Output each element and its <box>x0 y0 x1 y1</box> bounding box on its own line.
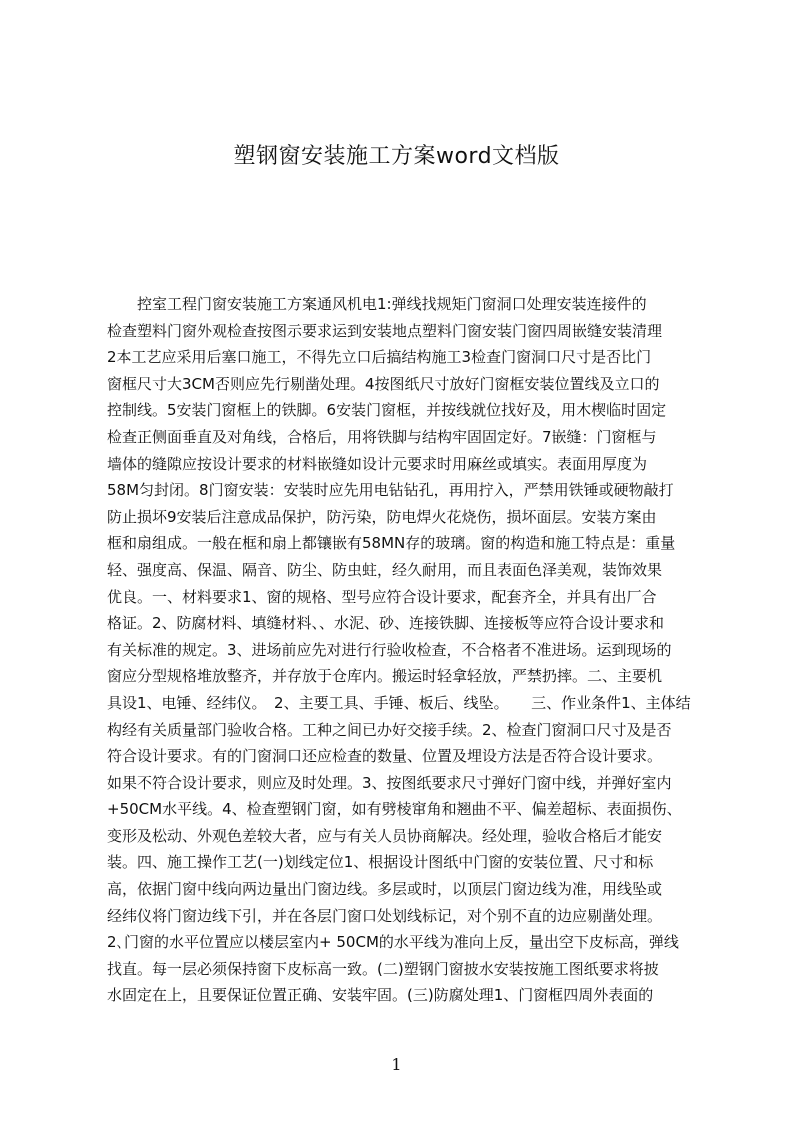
body-text-line: 经纬仪将门窗边线下引，并在各层门窗口处划线标记，对个别不直的边应剔凿处理。 <box>107 906 663 925</box>
body-text-line: 装。四、施工操作工艺(一)划线定位1、根据设计图纸中门窗的安装位置、尺寸和标 <box>107 853 654 872</box>
document-body <box>107 291 697 1033</box>
body-text-line: 墙体的缝隙应按设计要求的材料嵌缝如设计元要求时用麻丝或填实。表面用厚度为 <box>107 454 648 473</box>
body-text-line: 找直。每一层必须保持窗下皮标高一致。(二)塑钢门窗披水安装按施工图纸要求将披 <box>107 959 659 978</box>
body-text-line: 优良。一、材料要求1、窗的规格、型号应符合设计要求，配套齐全，并具有出厂合 <box>107 587 657 606</box>
body-text-line: 有关标准的规定。3、进场前应先对进行行验收检查，不合格者不准进场。运到现场的 <box>107 640 672 659</box>
body-text-line: 窗应分型规格堆放整齐，并存放于仓库内。搬运时轻拿轻放，严禁扔摔。二、主要机 <box>107 667 663 686</box>
document-title: 塑钢窗安装施工方案word文档版 <box>233 144 560 169</box>
body-text-line: 如果不符合设计要求，则应及时处理。3、按图纸要求尺寸弹好门窗中线，并弹好室内 <box>107 773 672 792</box>
body-text-line: 2本工艺应采用后塞口施工，不得先立口后搞结构施工3检查门窗洞口尺寸是否比门 <box>107 348 652 367</box>
body-text-line: 检查塑料门窗外观检查按图示要求运到安装地点塑料门窗安装门窗四周嵌缝安装清理 <box>107 321 663 340</box>
body-text-line: 控室工程门窗安装施工方案通风机电1:弹线找规矩门窗洞口处理安装连接件的 <box>107 295 647 313</box>
body-text-line: 高，依据门窗中线向两边量出门窗边线。多层或时，以顶层门窗边线为准，用线坠或 <box>107 880 663 899</box>
body-text-line: 58M匀封闭。8门窗安装：安装时应先用电钻钻孔，再用拧入，严禁用铁锤或硬物敲打 <box>107 481 674 500</box>
body-text-line: 窗框尺寸大3CM否则应先行剔凿处理。4按图纸尺寸放好门窗框安装位置线及立口的 <box>107 374 660 393</box>
body-text-line: 变形及松动、外观色差较大者，应与有关人员协商解决。经处理，验收合格后才能安 <box>107 826 663 845</box>
body-text-line: 轻、强度高、保温、隔音、防尘、防虫蛀，经久耐用，而且表面色泽美观，装饰效果 <box>107 560 663 579</box>
body-text-line: +50CM水平线。4、检查塑钢门窗，如有劈棱窜角和翘曲不平、偏差超标、表面损伤、 <box>107 800 682 819</box>
body-text-line: 框和扇组成。一般在框和扇上都镶嵌有58MN存的玻璃。窗的构造和施工特点是：重量 <box>107 534 676 553</box>
body-text-line: 控制线。5安装门窗框上的铁脚。6安装门窗框，并按线就位找好及，用木楔临时固定 <box>107 401 667 420</box>
page-number: 1 <box>391 1055 402 1074</box>
body-text-line: 符合设计要求。有的门窗洞口还应检查的数量、位置及埋设方法是否符合设计要求。 <box>107 747 663 766</box>
body-text-line: 水固定在上，且要保证位置正确、安装牢固。(三)防腐处理1、门窗框四周外表面的 <box>107 986 654 1005</box>
body-text-line: 检查正侧面垂直及对角线，合格后，用将铁脚与结构牢固固定好。7嵌缝：门窗框与 <box>107 427 657 446</box>
body-text-line: 格证。2、防腐材料、填缝材料、、水泥、砂、连接铁脚、连接板等应符合设计要求和 <box>107 614 665 633</box>
body-text-line: 防止损坏9安装后注意成品保护，防污染，防电焊火花烧伤，损坏面层。安装方案由 <box>107 507 657 526</box>
body-text-line: 具设1、电锤、经纬仪。 2、主要工具、手锤、板后、线坠。 三、作业条件1、主体结 <box>107 693 691 712</box>
body-text-line: 2､门窗的水平位置应以楼层室内+ 50CM的水平线为准向上反，量出空下皮标高，弹线 <box>107 933 679 952</box>
body-text-line: 构经有关质量部门验收合格。工种之间已办好交接手续。2、检查门窗洞口尺寸及是否 <box>107 720 672 739</box>
